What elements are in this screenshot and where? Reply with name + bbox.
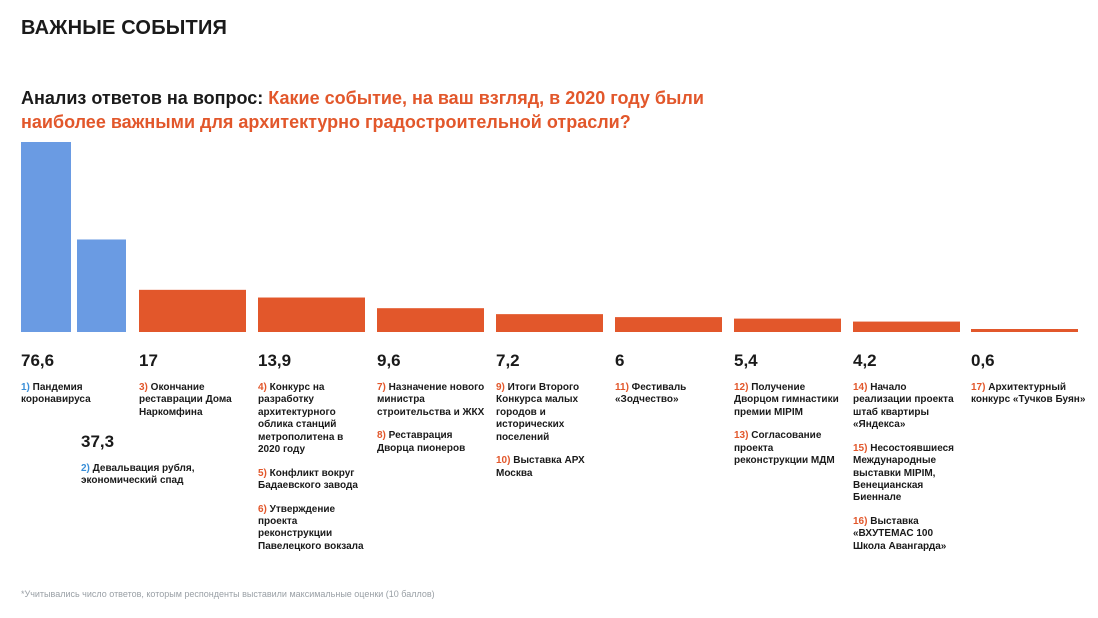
event-label [258,504,366,554]
event-label [734,382,849,419]
event-text: Пандемия коронавируса [21,382,91,406]
value-label-3: 17 [139,351,158,370]
event-label [496,382,604,444]
page-title: ВАЖНЫЕ СОБЫТИЯ [21,17,228,39]
event-label [853,382,963,432]
bar-7 [615,317,722,332]
event-number: 14) [853,382,868,393]
bar-9 [853,322,960,332]
event-label [971,382,1086,407]
event-text: Выставка АРХ Москва [496,455,585,479]
value-label-10: 0,6 [971,351,995,370]
bar-8 [734,319,841,332]
event-text: Назначение нового министра строительства и ЖКХ [377,382,485,418]
event-text: Конкурс на разработку архитектурного облика станций метрополитена в 2020 году [258,382,344,456]
event-label [377,382,487,419]
event-number: 16) [853,516,868,527]
event-text: Окончание реставрации Дома Наркомфина [139,382,232,418]
event-number: 1) [21,382,30,393]
event-number: 6) [258,503,267,515]
event-number: 4) [258,382,267,393]
bar-6 [496,314,603,332]
event-text: Итоги Второго Конкурса малых городов и исторических поселений [496,382,580,443]
event-label [139,382,249,419]
event-label [496,455,604,480]
event-number: 8) [377,430,386,442]
event-label [377,430,487,455]
event-number: 11) [615,382,629,393]
event-label [81,463,221,488]
event-label [258,382,366,456]
event-number: 17) [971,382,986,393]
value-label-9: 4,2 [853,351,877,370]
bar-2 [77,239,126,332]
value-label-6: 7,2 [496,351,520,370]
bar-5 [377,308,484,332]
event-number: 12) [734,382,749,393]
event-label [734,430,849,467]
value-label-1: 76,6 [21,351,55,370]
event-label [853,516,963,553]
event-text: Девальвация рубля, экономический спад [81,463,195,487]
bar-4 [258,298,365,332]
bar-3 [139,290,246,332]
event-label [615,382,725,407]
event-text: Реставрация Дворца пионеров [377,430,466,454]
event-text: Начало реализации проекта штаб квартиры «Яндекса» [853,382,954,431]
event-number: 7) [377,382,386,393]
event-number: 3) [139,382,148,393]
footnote: *Учитывались число ответов, которым респонденты выставили максимальные оценки (10 баллов) [21,589,435,599]
event-text: Конфликт вокруг Бадаевского завода [258,467,358,491]
event-number: 2) [81,463,90,474]
event-text: Получение Дворцом гимнастики премии MIPIM [734,382,839,418]
event-number: 13) [734,430,749,442]
event-number: 15) [853,442,868,454]
question-prefix: Анализ ответов на вопрос: [21,88,269,108]
event-number: 5) [258,467,267,479]
event-text: Фестиваль «Зодчество» [615,382,687,406]
event-text: Несостоявшиеся Международные выставки MIPIM, Венецианская Биеннале [853,442,955,504]
event-text: Выставка «ВХУТЕМАС 100 Школа Авангарда» [853,516,947,552]
bar-1 [21,142,71,332]
value-label-4: 13,9 [258,351,292,370]
event-text: Утверждение проекта реконструкции Павелецкого вокзала [258,503,364,552]
value-label-2: 37,3 [81,432,115,451]
value-label-8: 5,4 [734,351,758,370]
event-number: 9) [496,382,505,393]
event-label [21,382,131,407]
question-text: Какие событие, на ваш взгляд, в 2020 году были наиболее важными для архитектурно градостроительной отрасли? [21,88,704,132]
value-label-7: 6 [615,351,625,370]
event-label [258,468,366,493]
event-label [853,443,963,505]
event-number: 10) [496,455,511,467]
bar-10 [971,329,1078,332]
event-text: Архитектурный конкурс «Тучков Буян» [971,382,1086,406]
value-label-5: 9,6 [377,351,401,370]
event-text: Согласование проекта реконструкции МДМ [734,430,835,467]
